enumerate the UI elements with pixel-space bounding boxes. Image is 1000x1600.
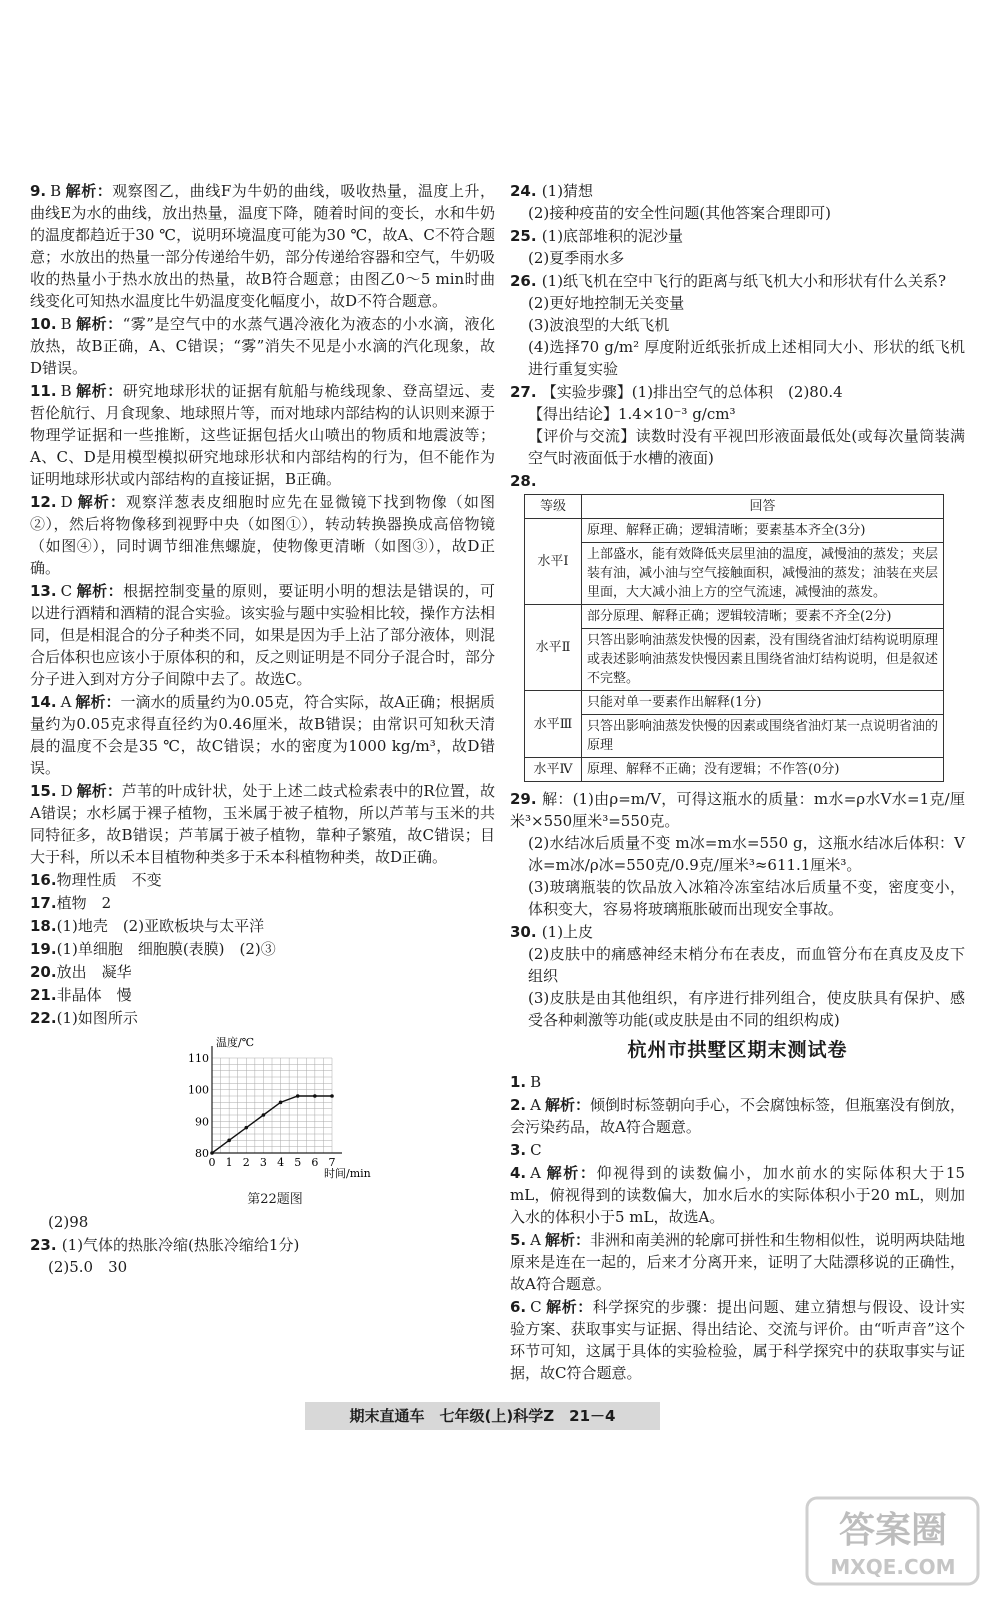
answer-line [510, 270, 965, 292]
answer-cell: 只能对单一要素作出解释(1分) [582, 691, 944, 715]
answer-text: 芦苇的叶成针状，处于上述二歧式检索表中的R位置，故A错误；水杉属于裸子植物，玉米属于被子植物，所以芦苇与玉米的共同特征多，故B错误；芦苇属于被子植物，靠种子繁殖，故C错误；目大于科，所以禾本目植物种类多于禾本科植物种类，故D正确。 [30, 782, 495, 866]
answer-line [510, 381, 965, 403]
answer-line [510, 876, 965, 920]
q22-chart [180, 1033, 380, 1211]
left-item [30, 869, 495, 891]
y-tick-label: 100 [188, 1083, 209, 1097]
left-item [30, 984, 495, 1006]
answer-text: 非洲和南美洲的轮廓可拼性和生物相似性，说明两块陆地原来是连在一起的，后来才分离开来，证明了大陆漂移说的正确性，故A符合题意。 [510, 1231, 966, 1293]
level-cell: 水平Ⅳ [525, 758, 582, 782]
answer-text: 仰视得到的读数偏小，加水前水的实际体积大于15 mL，俯视得到的读数偏大，加水后水的实际体积小于20 mL，则加入水的体积小于5 mL，故选A。 [510, 1164, 965, 1226]
section-title: 杭州市拱墅区期末测试卷 [627, 1039, 848, 1061]
watermark-logo [805, 1496, 980, 1586]
answer-line [30, 1234, 495, 1256]
left-item [30, 938, 495, 960]
left-item [30, 780, 495, 868]
answer-block [510, 788, 965, 920]
answer-line [510, 225, 965, 247]
question-number: 24. [510, 182, 542, 200]
watermark-top: 答案圈 [838, 1510, 948, 1551]
right-item [510, 1094, 965, 1138]
question-number: 22. [30, 1009, 57, 1027]
answer-cell: 原理、解释正确；逻辑清晰；要素基本齐全(3分) [582, 519, 944, 543]
answer-text: 植物 2 [56, 894, 112, 912]
analysis-label: 解析： [544, 1096, 590, 1114]
left-item [30, 380, 495, 490]
answer-text: 【评价与交流】读数时没有平视凹形液面最低处(或每次量筒装满空气时液面低于水槽的液面) [528, 427, 965, 467]
y-tick-label: 90 [195, 1115, 209, 1129]
table-row [525, 605, 944, 629]
answer-line [510, 180, 965, 202]
answer-block [510, 381, 965, 469]
data-point [262, 1113, 266, 1117]
answer-line [510, 403, 965, 425]
answer-line [510, 202, 965, 224]
answer-block [510, 921, 965, 1031]
question-number: 13. [30, 582, 57, 600]
left-item [30, 1007, 495, 1029]
analysis-label: 解析： [544, 1231, 590, 1249]
level-cell: 水平Ⅲ [525, 691, 582, 758]
answer-cell: 原理、解释不正确；没有逻辑；不作答(0分) [582, 758, 944, 782]
answer-choice: D [60, 493, 73, 511]
question-number: 12. [30, 493, 57, 511]
answer-text: 物理性质 不变 [56, 871, 162, 889]
table-row [525, 629, 944, 691]
answer-text: 观察洋葱表皮细胞时应先在显微镜下找到物像（如图②），然后将物像移到视野中央（如图①），转动转换器换成高倍物镜（如图④），同时调节细准焦螺旋，使物像更清晰（如图③），故D正确。 [30, 493, 495, 577]
data-point [313, 1094, 317, 1098]
answer-choice: D [60, 782, 73, 800]
answer-choice: C [60, 582, 73, 600]
question-number: 10. [30, 315, 57, 333]
answer-text: 【得出结论】1.4×10⁻³ g/cm³ [528, 405, 736, 423]
analysis-label: 解析： [65, 182, 113, 200]
table-row [525, 715, 944, 758]
question-number: 14. [30, 693, 57, 711]
question-number: 29. [510, 790, 543, 808]
left-item [30, 961, 495, 983]
temperature-chart [180, 1033, 380, 1183]
question-number: 26. [510, 272, 542, 290]
watermark-bottom: MXQE.COM [830, 1555, 956, 1579]
answer-text: 根据控制变量的原则，要证明小明的想法是错误的，可以进行酒精和酒精的混合实验。该实验与题中实验相比较，操作方法相同，但是相混合的分子种类不同，如果是因为手上沾了部分液体，则混合后体积也应该小于原体积的和，反之则证明是不同分子混合时，部分分子进入到对方分子间隙中去了。故选C。 [30, 582, 496, 688]
answer-text: “雾”是空气中的水蒸气遇冷液化为液态的小水滴，液化放热，故B正确，A、C错误；“雾”消失不见是小水滴的汽化现象，故D错误。 [30, 315, 495, 377]
answer-text: 研究地球形状的证据有航船与桅线现象、登高望远、麦哲伦航行、月食现象、地球照片等，而对地球内部结构的认识则来源于物理学证据和一些推断，这些证据包括火山喷出的物质和地震波等；A、C、D是用模型模拟研究地球形状和内部结构的行为，但不能作为证明地球形状或内部结构的直接证据，B正确。 [30, 382, 496, 488]
data-point [244, 1126, 248, 1130]
analysis-label: 解析： [545, 1298, 593, 1316]
y-tick-label: 110 [188, 1052, 209, 1065]
table-row [525, 519, 944, 543]
answer-text: 解：(1)由ρ=m/V，可得这瓶水的质量：m水=ρ水V水=1克/厘米³×550厘米³=550克。 [510, 790, 966, 830]
y-tick-label: 80 [195, 1147, 209, 1160]
q28-block [510, 470, 965, 782]
answer-choice: B [530, 1073, 542, 1091]
question-number: 15. [30, 782, 57, 800]
answer-choice: A [530, 1231, 541, 1249]
question-number: 2. [510, 1096, 527, 1114]
answer-text: 【实验步骤】(1)排出空气的总体积 (2)80.4 [541, 383, 843, 401]
answer-cell: 只答出影响油蒸发快慢的因素，没有围绕省油灯结构说明原理或表述影响油蒸发快慢因素且围绕省油灯结构说明，但是叙述不完整。 [582, 629, 944, 691]
left-item [30, 180, 495, 312]
answer-line [510, 292, 965, 314]
answer-line [510, 832, 965, 876]
question-number: 1. [510, 1073, 527, 1091]
answer-line [510, 247, 965, 269]
answer-block [510, 270, 965, 380]
left-item [30, 915, 495, 937]
level-cell: 水平Ⅰ [525, 519, 582, 605]
question-number: 20. [30, 963, 57, 981]
answer-text: (1)底部堆积的泥沙量 [541, 227, 684, 245]
answer-text: (3)玻璃瓶装的饮品放入冰箱冷冻室结冰后质量不变，密度变小，体积变大，容易将玻璃瓶胀破而出现安全事故。 [528, 878, 965, 918]
answer-text: (1)上皮 [541, 923, 594, 941]
right-column [510, 180, 965, 1385]
answer-text: 倾倒时标签朝向手心，不会腐蚀标签，但瓶塞没有倒放，会污染药品，故A符合题意。 [510, 1096, 966, 1136]
data-point [227, 1139, 231, 1143]
answer-text: (3)皮肤是由其他组织，有序进行排列组合，使皮肤具有保护、感受各种刺激等功能(或皮肤是由不同的组织构成) [528, 989, 965, 1029]
answer-line [510, 943, 965, 987]
answer-choice: A [530, 1096, 541, 1114]
x-axis-label: 时间/min [324, 1167, 371, 1180]
analysis-label: 解析： [544, 1164, 597, 1182]
question-number: 5. [510, 1231, 527, 1249]
answer-text: 观察图乙，曲线F为牛奶的曲线，吸收热量，温度上升，曲线E为水的曲线，放出热量，温度下降，随着时间的变长，水和牛奶的温度都趋近于30 ℃，说明环境温度可能为30 ℃，故A、C不符合题意；水放出的热量一部分传递给牛奶，部分传递给容器和空气，牛奶吸收的热量小于热水放出的热量，故B符合题意；由图乙0～5 min时曲线变化可知热水温度比牛奶温度变化幅度小，故D不符合题意。 [30, 182, 496, 310]
answer-text: (1)地壳 (2)亚欧板块与太平洋 [56, 917, 265, 935]
answer-text: 非晶体 慢 [56, 986, 132, 1004]
question-number: 4. [510, 1164, 527, 1182]
left-item [30, 491, 495, 579]
question-number: 21. [30, 986, 57, 1004]
x-tick-label: 0 [208, 1156, 216, 1169]
answer-choice: A [530, 1164, 541, 1182]
analysis-label: 解析： [75, 315, 123, 333]
data-point [210, 1151, 214, 1155]
question-number: 3. [510, 1141, 527, 1159]
table-row [525, 543, 944, 605]
x-tick-label: 6 [311, 1156, 319, 1169]
left-item [30, 313, 495, 379]
table-header-row [525, 495, 944, 519]
x-tick-label: 4 [277, 1156, 285, 1169]
answer-text: (1)单细胞 细胞膜(表膜) (2)③ [56, 940, 276, 958]
answer-text: (1)纸飞机在空中飞行的距离与纸飞机大小和形状有什么关系? [541, 272, 947, 290]
answer-cell: 只答出影响油蒸发快慢的因素或围绕省油灯某一点说明省油的原理 [582, 715, 944, 758]
answer-line: (2)5.0 30 [48, 1258, 128, 1276]
right-item [510, 1296, 965, 1384]
question-number: 11. [30, 382, 57, 400]
analysis-label: 解析： [76, 782, 122, 800]
question-number: 25. [510, 227, 542, 245]
answer-text: (1)猜想 [541, 182, 594, 200]
question-number: 18. [30, 917, 57, 935]
analysis-label: 解析： [76, 493, 126, 511]
answer-choice: B [50, 182, 62, 200]
question-number: 9. [30, 182, 47, 200]
question-number: 23. [30, 1236, 62, 1254]
answer-text: (2)皮肤中的痛感神经末梢分布在表皮，而血管分布在真皮及皮下组织 [528, 945, 965, 985]
level-cell: 水平Ⅱ [525, 605, 582, 691]
x-tick-label: 1 [225, 1156, 233, 1169]
answer-line [510, 336, 965, 380]
answer-choice: C [530, 1141, 542, 1159]
chart-caption: 第22题图 [247, 1192, 303, 1207]
q23-block [30, 1234, 495, 1278]
answer-cell: 上部盛水，能有效降低夹层里油的温度，减慢油的蒸发；夹层装有油，减小油与空气接触面积，减慢油的蒸发；油装在夹层里面，大大减小油上方的空气流速，减慢油的蒸发。 [582, 543, 944, 605]
table-row [525, 691, 944, 715]
page-footer: 期末直通车 七年级(上)科学Z 21－4 [305, 1402, 660, 1430]
q22-part2: (2)98 [48, 1213, 89, 1231]
question-number: 19. [30, 940, 57, 958]
answer-choice: B [60, 315, 72, 333]
left-item [30, 892, 495, 914]
question-number: 6. [510, 1298, 527, 1316]
answer-block [510, 225, 965, 269]
table-header: 回答 [582, 495, 944, 519]
right-item [510, 1229, 965, 1295]
answer-text: 一滴水的质量约为0.05克，符合实际，故A正确；根据质量约为0.05克求得直径约为0.46厘米，故B错误；由常识可知秋天清晨的温度不会是35 ℃，故C错误；水的密度为1000 kg/m³，故D错误。 [30, 693, 495, 777]
answer-text: (1)气体的热胀冷缩(热胀冷缩给1分) [61, 1236, 300, 1254]
right-item [510, 1162, 965, 1228]
answer-choice: A [60, 693, 72, 711]
question-number: 16. [30, 871, 57, 889]
answer-choice: C [530, 1298, 542, 1316]
left-item [30, 580, 495, 690]
left-item [30, 691, 495, 779]
answer-text: 科学探究的步骤：提出问题、建立猜想与假设、设计实验方案、获取事实与证据、得出结论、交流与评价。由“听声音”这个环节可知，这属于具体的实验检验，属于科学探究中的获取事实与证据，故C符合题意。 [510, 1298, 965, 1382]
table-row [525, 758, 944, 782]
analysis-label: 解析： [75, 693, 121, 711]
analysis-label: 解析： [76, 582, 124, 600]
table-header: 等级 [525, 495, 582, 519]
data-point [330, 1094, 334, 1098]
answer-text: (4)选择70 g/m² 厚度附近纸张折成上述相同大小、形状的纸飞机进行重复实验 [528, 338, 965, 378]
answer-line [510, 987, 965, 1031]
answer-text: (1)如图所示 [56, 1009, 138, 1027]
answer-text: (2)水结冰后质量不变 m冰=m水=550 g，这瓶水结冰后体积：V冰=m冰/ρ冰=550克/0.9克/厘米³≈611.1厘米³。 [528, 834, 965, 874]
answer-text: 放出 凝华 [56, 963, 132, 981]
answer-text: (2)更好地控制无关变量 [528, 294, 685, 312]
y-axis-label: 温度/℃ [216, 1036, 255, 1049]
x-tick-label: 7 [328, 1156, 336, 1169]
right-item [510, 1139, 965, 1161]
data-point [296, 1094, 300, 1098]
answer-text: (2)夏季雨水多 [528, 249, 625, 267]
answer-text: (3)波浪型的大纸飞机 [528, 316, 670, 334]
x-tick-label: 2 [242, 1156, 250, 1169]
question-number: 28. [510, 472, 537, 490]
analysis-label: 解析： [75, 382, 123, 400]
answer-block [510, 180, 965, 224]
x-tick-label: 3 [259, 1156, 267, 1169]
grading-table [524, 494, 944, 782]
question-number: 27. [510, 383, 542, 401]
x-tick-label: 5 [294, 1156, 302, 1169]
right-item [510, 1071, 965, 1093]
left-column [30, 180, 495, 1279]
answer-cell: 部分原理、解释正确；逻辑较清晰；要素不齐全(2分) [582, 605, 944, 629]
data-point [279, 1101, 283, 1105]
answer-line [510, 921, 965, 943]
answer-line [510, 788, 965, 832]
question-number: 30. [510, 923, 542, 941]
answer-text: (2)接种疫苗的安全性问题(其他答案合理即可) [528, 204, 831, 222]
answer-line [510, 314, 965, 336]
question-number: 17. [30, 894, 57, 912]
answer-line [510, 425, 965, 469]
answer-choice: B [60, 382, 72, 400]
